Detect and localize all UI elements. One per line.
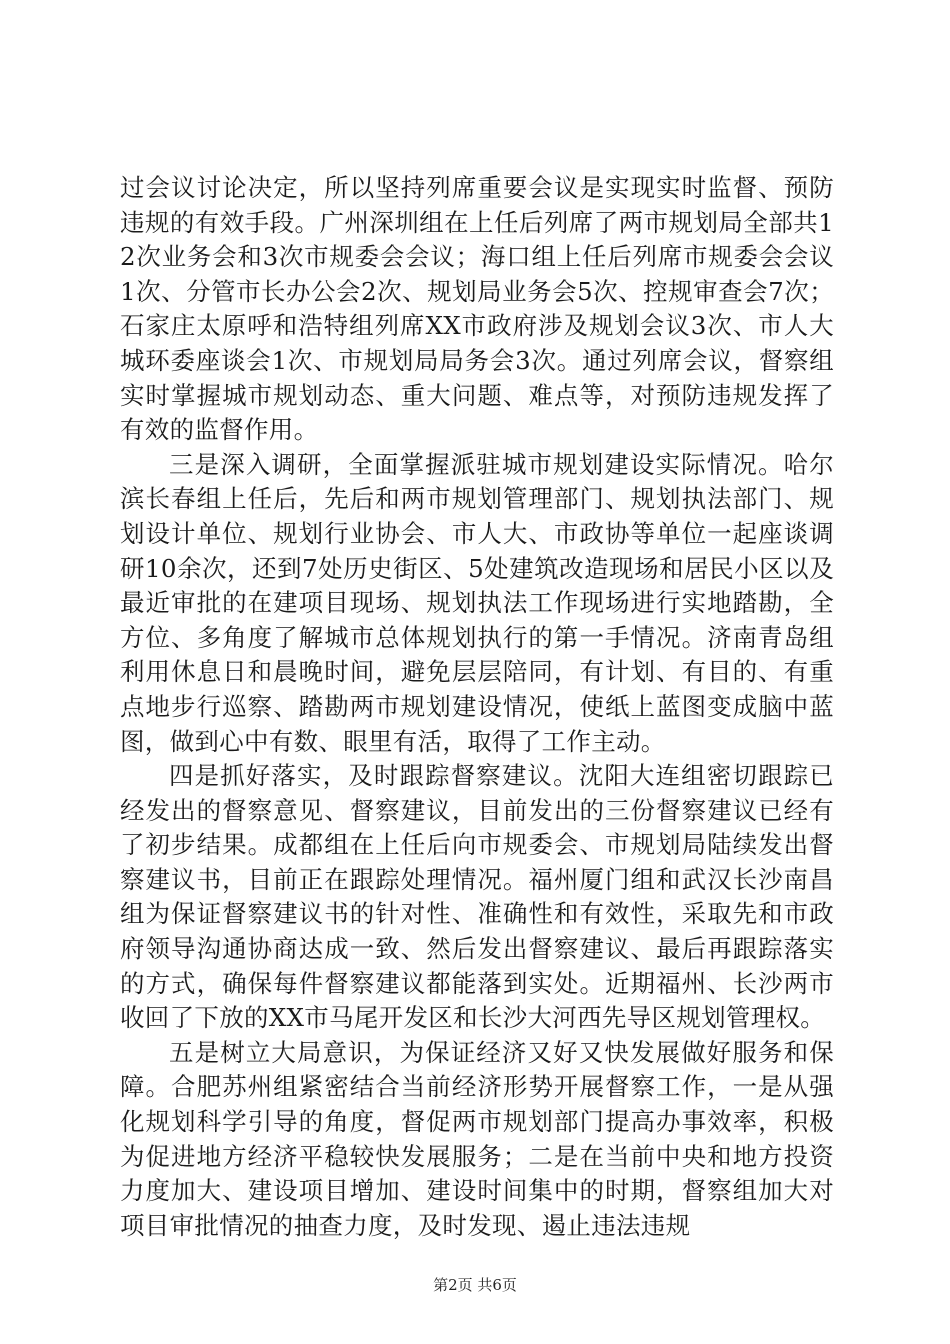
paragraph-3: 四是抓好落实，及时跟踪督察建议。沈阳大连组密切跟踪已经发出的督察意见、督察建议，目前发出的三份督察建议已经有了初步结果。成都组在上任后向市规委会、市规划局陆续发出督察建议书，目前正在跟踪处理情况。福州厦门组和武汉长沙南昌组为保证督察建议书的针对性、准确性和有效性，采取先和市政府领导沟通协商达成一致、然后发出督察建议、最后再跟踪落实的方式，确保每件督察建议都能落到实处。近期福州、长沙两市收回了下放的XX市马尾开发区和长沙大河西先导区规划管理权。	[120, 761, 834, 1033]
paragraph-2: 三是深入调研，全面掌握派驻城市规划建设实际情况。哈尔滨长春组上任后，先后和两市规划管理部门、规划执法部门、规划设计单位、规划行业协会、市人大、市政协等单位一起座谈调研10余次，还到7处历史街区、5处建筑改造现场和居民小区以及最近审批的在建项目现场、规划执法工作现场进行实地踏勘，全方位、多角度了解城市总体规划执行的第一手情况。济南青岛组利用休息日和晨晚时间，避免层层陪同，有计划、有目的、有重点地步行巡察、踏勘两市规划建设情况，使纸上蓝图变成脑中蓝图，做到心中有数、眼里有活，取得了工作主动。	[120, 449, 834, 756]
page-footer: 第2页 共6页	[433, 1276, 517, 1294]
document-body	[120, 171, 834, 1243]
paragraph-1: 过会议讨论决定，所以坚持列席重要会议是实现实时监督、预防违规的有效手段。广州深圳组在上任后列席了两市规划局全部共12次业务会和3次市规委会会议；海口组上任后列席市规委会会议1次、分管市长办公会2次、规划局业务会5次、控规审查会7次；石家庄太原呼和浩特组列席XX市政府涉及规划会议3次、市人大城环委座谈会1次、市规划局局务会3次。通过列席会议，督察组实时掌握城市规划动态、重大问题、难点等，对预防违规发挥了有效的监督作用。	[120, 173, 834, 445]
paragraph-4: 五是树立大局意识，为保证经济又好又快发展做好服务和保障。合肥苏州组紧密结合当前经济形势开展督察工作，一是从强化规划科学引导的角度，督促两市规划部门提高办事效率，积极为促进地方经济平稳较快发展服务；二是在当前中央和地方投资力度加大、建设项目增加、建设时间集中的时期，督察组加大对项目审批情况的抽查力度，及时发现、遏止违法违规	[120, 1037, 834, 1240]
